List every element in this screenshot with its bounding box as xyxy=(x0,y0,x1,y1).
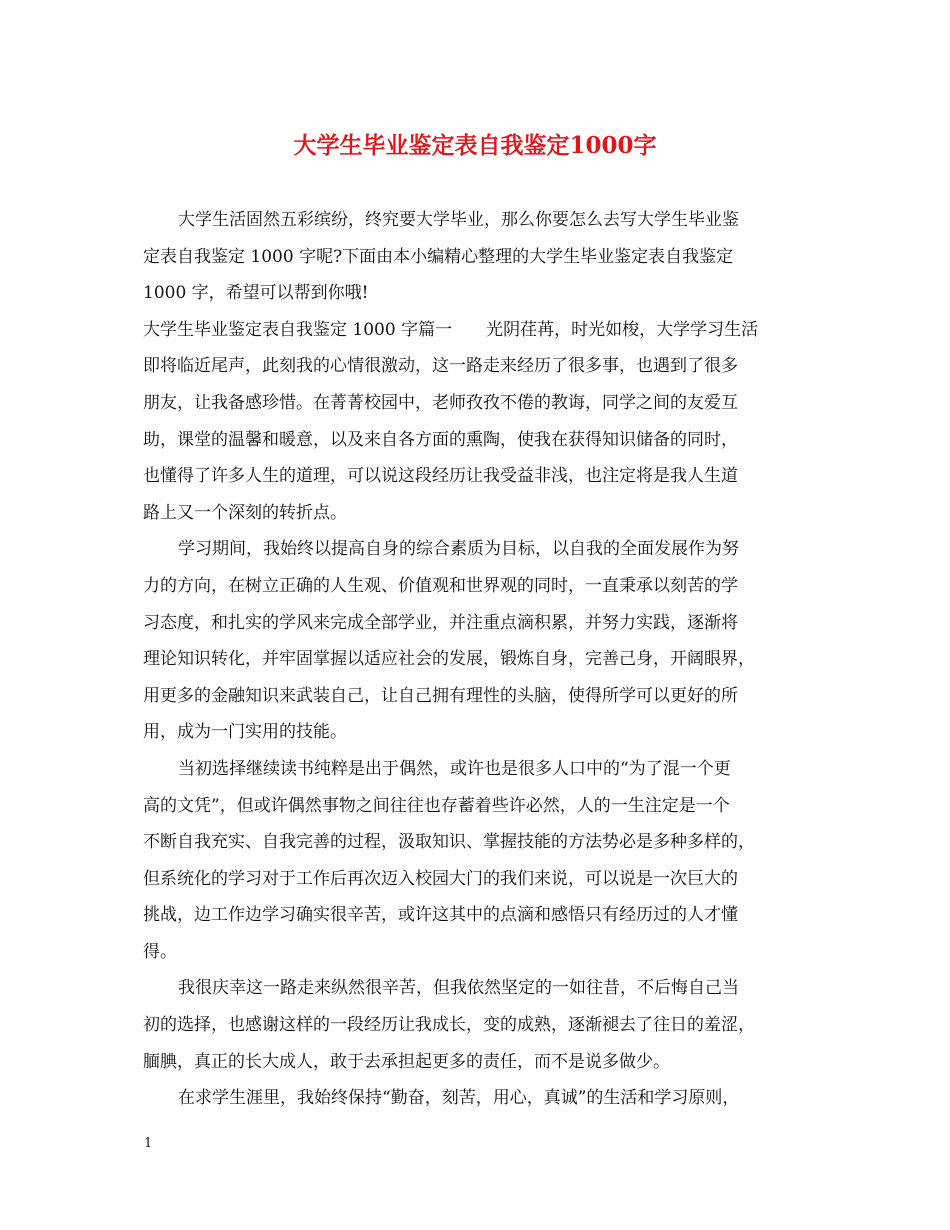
text-line: 朋友，让我备感珍惜。在菁菁校园中，老师孜孜不倦的教诲，同学之间的友爱互 xyxy=(143,392,738,413)
text-line: 助，课堂的温馨和暖意，以及来自各方面的熏陶，使我在获得知识储备的同时， xyxy=(143,429,738,450)
text-line: 在求学生涯里，我始终保持“勤奋，刻苦，用心，真诚”的生活和学习原则， xyxy=(178,1088,740,1109)
paragraph-section-one xyxy=(143,312,843,532)
document-body xyxy=(143,202,843,1117)
paragraph-principles xyxy=(143,1080,843,1117)
text-line: 力的方向，在树立正确的人生观、价值观和世界观的同时，一直秉承以刻苦的学 xyxy=(143,575,738,596)
text-line: 高的文凭”，但或许偶然事物之间往往也存蓄着些许必然，人的一生注定是一个 xyxy=(143,795,730,816)
paragraph-intro xyxy=(143,202,843,312)
text-line: 用，成为一门实用的技能。 xyxy=(143,722,347,743)
text-line: 我很庆幸这一路走来纵然很辛苦，但我依然坚定的一如往昔，不后悔自己当 xyxy=(178,978,739,999)
text-line: 用更多的金融知识来武装自己，让自己拥有理性的头脑，使得所学可以更好的所 xyxy=(143,685,738,706)
text-line: 路上又一个深刻的转折点。 xyxy=(143,502,347,523)
text-line: 即将临近尾声，此刻我的心情很激动，这一路走来经历了很多事，也遇到了很多 xyxy=(143,356,738,377)
text-line: 但系统化的学习对于工作后再次迈入校园大门的我们来说，可以说是一次巨大的 xyxy=(143,868,738,889)
paragraph-choice xyxy=(143,751,843,971)
text-line: 也懂得了许多人生的道理，可以说这段经历让我受益非浅，也注定将是我人生道 xyxy=(143,466,738,487)
paragraph-study xyxy=(143,531,843,751)
text-line: 习态度，和扎实的学风来完成全部学业，并注重点滴积累，并努力实践，逐渐将 xyxy=(143,612,738,633)
text-line: 1000 字，希望可以帮到你哦! xyxy=(143,283,369,304)
text-line: 定表自我鉴定 1000 字呢?下面由本小编精心整理的大学生毕业鉴定表自我鉴定 xyxy=(143,246,734,267)
text-line: 不断自我充实、自我完善的过程，汲取知识、掌握技能的方法势必是多种多样的， xyxy=(143,832,755,853)
text-line: 大学生活固然五彩缤纷，终究要大学毕业，那么你要怎么去写大学生毕业鉴 xyxy=(178,210,739,230)
text-line: 腼腆，真正的长大成人，敢于去承担起更多的责任，而不是说多做少。 xyxy=(143,1051,670,1072)
text-line: 初的选择，也感谢这样的一段经历让我成长，变的成熟，逐渐褪去了往日的羞涩， xyxy=(143,1015,755,1036)
document-title: 大学生毕业鉴定表自我鉴定1000字 xyxy=(293,132,657,159)
text-line: 得。 xyxy=(143,941,177,962)
text-line: 学习期间，我始终以提高自身的综合素质为目标，以自我的全面发展作为努 xyxy=(178,539,739,560)
page-number: 1 xyxy=(144,1136,153,1151)
text-line: 挑战，边工作边学习确实很辛苦，或许这其中的点滴和感悟只有经历过的人才懂 xyxy=(143,905,738,926)
paragraph-growth xyxy=(143,970,843,1080)
text-line: 大学生毕业鉴定表自我鉴定 1000 字篇一 光阴荏苒，时光如梭，大学学习生活 xyxy=(143,319,759,340)
text-line: 理论知识转化，并牢固掌握以适应社会的发展，锻炼自身，完善己身，开阔眼界， xyxy=(143,649,755,670)
text-line: 当初选择继续读书纯粹是出于偶然，或许也是很多人口中的“为了混一个更 xyxy=(178,758,731,779)
